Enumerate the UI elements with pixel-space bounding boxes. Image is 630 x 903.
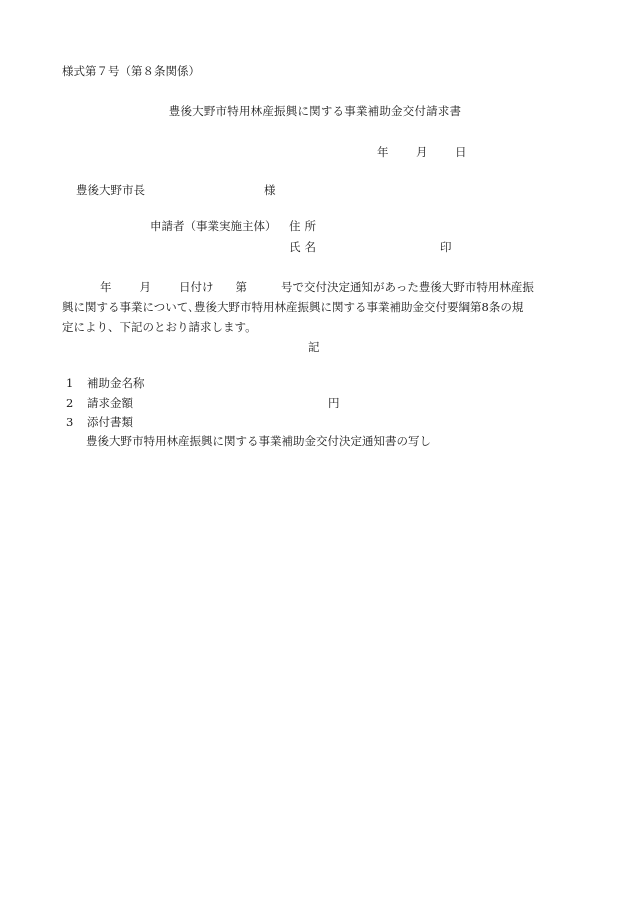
seal-mark: 印	[440, 240, 452, 254]
body-year: 年	[100, 280, 112, 294]
body-line-2: 興に関する事業について､豊後大野市特用林産振興に関する事業補助金交付要綱第8条の規	[62, 300, 524, 314]
body-month: 月	[139, 280, 151, 294]
item-number: 3	[66, 415, 74, 429]
addressee-name: 豊後大野市長	[76, 183, 145, 197]
date-year: 年	[377, 145, 389, 159]
addressee	[76, 183, 276, 197]
attachment-detail: 豊後大野市特用林産振興に関する事業補助金交付決定通知書の写し	[86, 434, 431, 448]
body-dated: 日付け	[179, 280, 214, 294]
body-line-3: 定により、下記のとおり請求します。	[62, 320, 257, 334]
amount-unit: 円	[328, 396, 340, 410]
applicant-label: 申請者（事業実施主体）	[150, 219, 277, 233]
addressee-honorific: 様	[264, 183, 276, 197]
address-label: 住所	[289, 219, 320, 233]
body-line-1-rest: 号で交付決定通知があった豊後大野市特用林産振	[281, 280, 534, 294]
ki-heading: 記	[308, 340, 320, 354]
name-label: 氏名	[289, 240, 320, 254]
item-number: 2	[66, 396, 74, 410]
body-line-1	[62, 277, 582, 297]
date-day: 日	[455, 145, 467, 159]
item-label: 添付書類	[87, 415, 133, 429]
document-title: 豊後大野市特用林産振興に関する事業補助金交付請求書	[168, 104, 462, 118]
item-number: 1	[66, 376, 74, 390]
request-body	[62, 277, 582, 337]
item-label: 請求金額	[87, 396, 133, 410]
body-number-prefix: 第	[235, 280, 247, 294]
form-number: 様式第７号（第８条関係）	[62, 64, 200, 78]
date-month: 月	[416, 145, 428, 159]
item-label: 補助金名称	[87, 376, 145, 390]
